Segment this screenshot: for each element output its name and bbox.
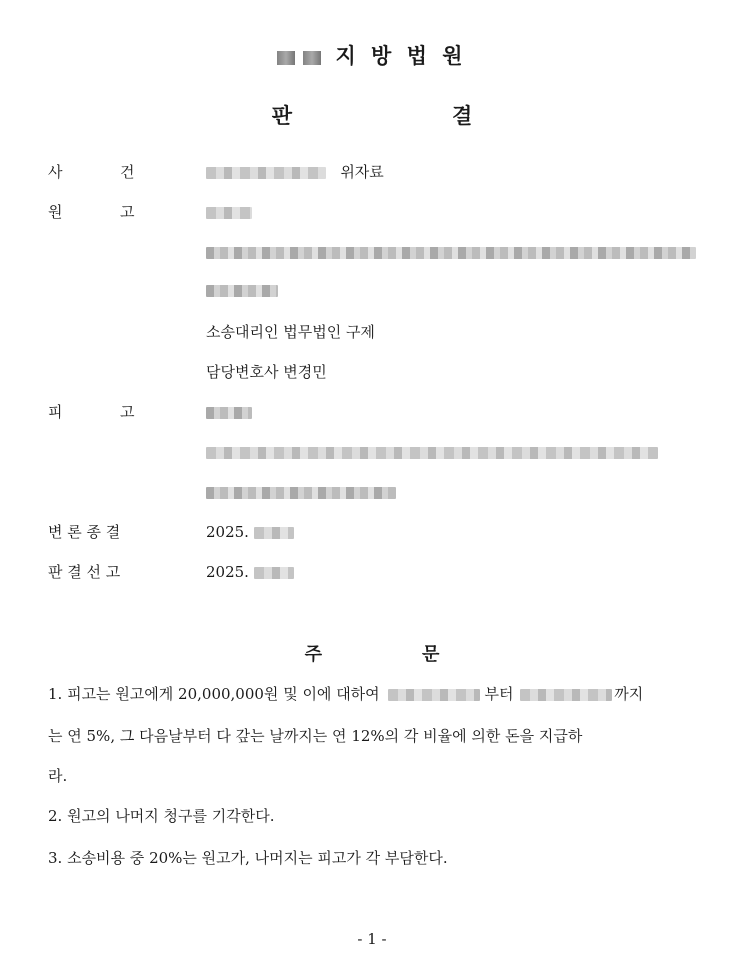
closing-label: 변 론 종 결 — [48, 523, 121, 541]
redacted-sentence-date — [254, 567, 294, 579]
order-title-char-1: 주 — [304, 644, 322, 665]
plaintiff-agent: 소송대리인 법무법인 구제 — [206, 323, 375, 341]
case-label-2: 건 — [120, 163, 135, 181]
closing-date: 2025. — [206, 523, 249, 541]
title-char-2: 결 — [452, 103, 473, 128]
redacted-plaintiff-address-2 — [206, 285, 278, 297]
sentence-label: 판 결 선 고 — [48, 563, 121, 581]
redacted-court-region-2 — [303, 51, 321, 65]
redacted-closing-date — [254, 527, 294, 539]
redacted-end-date — [520, 689, 612, 701]
defendant-label-2: 고 — [120, 403, 135, 421]
order-item-1-until: 까지 — [614, 685, 644, 703]
title-char-1: 판 — [271, 103, 292, 128]
order-item-2: 2. 원고의 나머지 청구를 기각한다. — [48, 807, 275, 825]
order-title-char-2: 문 — [422, 644, 440, 665]
order-item-1-text: 1. 피고는 원고에게 20,000,000원 및 이에 대하여 — [48, 685, 380, 703]
plaintiff-label-1: 원 — [48, 203, 63, 221]
redacted-defendant-name — [206, 407, 252, 419]
sentence-date: 2025. — [206, 563, 249, 581]
order-item-3: 3. 소송비용 중 20%는 원고가, 나머지는 피고가 각 부담한다. — [48, 849, 448, 867]
defendant-label-1: 피 — [48, 403, 63, 421]
redacted-defendant-address — [206, 447, 658, 459]
order-item-1-line-2: 는 연 5%, 그 다음날부터 다 갚는 날까지는 연 12%의 각 비율에 의한 돈을 지급하 — [48, 727, 583, 745]
order-item-1-line-3: 라. — [48, 767, 68, 785]
judgment-title — [0, 100, 744, 130]
order-item-1-line-1 — [48, 682, 698, 706]
case-label-1: 사 — [48, 163, 63, 181]
court-header — [0, 40, 744, 70]
redacted-start-date — [388, 689, 480, 701]
redacted-case-number — [206, 167, 326, 179]
order-heading — [0, 640, 744, 666]
plaintiff-lawyer: 담당변호사 변경민 — [206, 363, 327, 381]
redacted-court-region — [277, 51, 295, 65]
redacted-plaintiff-name — [206, 207, 252, 219]
case-type: 위자료 — [340, 163, 384, 181]
court-name: 지 방 법 원 — [335, 43, 467, 68]
plaintiff-label-2: 고 — [120, 203, 135, 221]
page-number: - 1 - — [357, 930, 387, 948]
redacted-defendant-address-2 — [206, 487, 396, 499]
redacted-plaintiff-address — [206, 247, 696, 259]
order-item-1-from: 부터 — [484, 685, 514, 703]
